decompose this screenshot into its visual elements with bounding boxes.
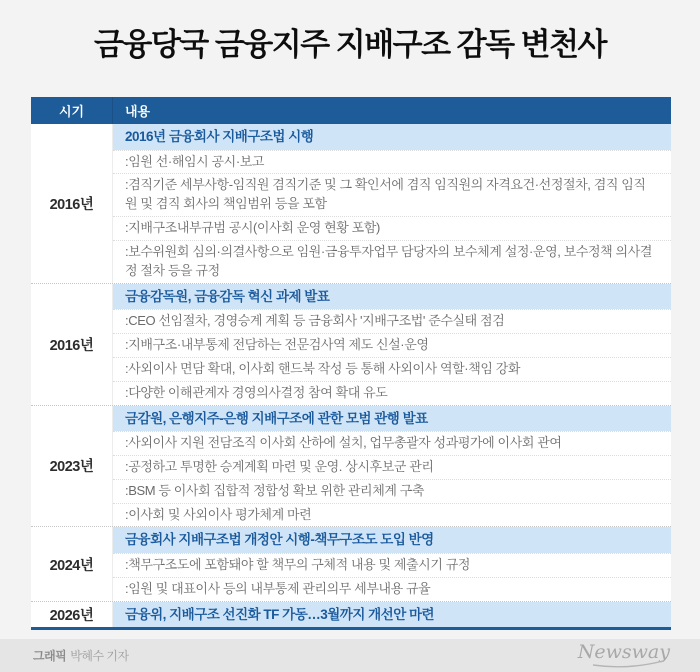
period-label: 2024년 <box>31 527 113 600</box>
section-heading: 2016년 금융회사 지배구조법 시행 <box>113 124 671 150</box>
section-item: :CEO 선임절차, 경영승계 계획 등 금융회사 '지배구조법' 준수실태 점검 <box>113 309 671 333</box>
section-heading: 금감원, 은행지주-은행 지배구조에 관한 모범 관행 발표 <box>113 406 671 432</box>
table-header-row <box>31 97 671 124</box>
section-item: :이사회 및 사외이사 평가체계 마련 <box>113 503 671 527</box>
section-item: :임원 선·해임시 공시·보고 <box>113 150 671 174</box>
credit-name: 박혜수 기자 <box>70 649 129 663</box>
table-section-2026-tf <box>31 601 671 628</box>
section-heading: 금융감독원, 금융감독 혁신 과제 발표 <box>113 284 671 310</box>
column-header-content: 내용 <box>125 104 151 119</box>
period-label: 2016년 <box>31 124 113 283</box>
table-section-2023-best-practice <box>31 405 671 527</box>
section-item: :겸직기준 세부사항-임직원 겸직기준 및 그 확인서에 겸직 임직원의 자격요건·선정절차, 겸직 임직원 및 겸직 회사의 책임범위 등을 포함 <box>113 173 671 216</box>
period-label: 2016년 <box>31 284 113 405</box>
section-item: :공정하고 투명한 승계계획 마련 및 운영. 상시후보군 관리 <box>113 455 671 479</box>
section-content <box>113 284 671 405</box>
section-content <box>113 527 671 600</box>
section-item: :다양한 이해관계자 경영의사결정 참여 확대 유도 <box>113 381 671 405</box>
section-content <box>113 406 671 527</box>
graphic-credit <box>33 647 129 664</box>
section-item: :임원 및 대표이사 등의 내부통제 관리의무 세부내용 규율 <box>113 577 671 601</box>
section-item: :BSM 등 이사회 집합적 정합성 확보 위한 관리체계 구축 <box>113 479 671 503</box>
page-title: 금융당국 금융지주 지배구조 감독 변천사 <box>93 27 607 62</box>
newsway-logo <box>578 643 670 668</box>
section-item: :지배구조내부규범 공시(이사회 운영 현황 포함) <box>113 216 671 240</box>
period-label: 2023년 <box>31 406 113 527</box>
section-item: :사외이사 지원 전담조직 이사회 산하에 설치, 업무총괄자 성과평가에 이사회 관여 <box>113 431 671 455</box>
section-heading: 금융위, 지배구조 선진화 TF 가동…3월까지 개선안 마련 <box>113 602 671 628</box>
table-section-2024-amendment <box>31 526 671 600</box>
newsway-swoosh-icon <box>592 660 664 668</box>
section-item: :지배구조·내부통제 전담하는 전문검사역 제도 신설·운영 <box>113 333 671 357</box>
section-item: :보수위원회 심의·의결사항으로 임원·금융투자업무 담당자의 보수체계 설정·운영, 보수정책 의사결정 절차 등을 규정 <box>113 240 671 283</box>
section-content <box>113 124 671 283</box>
newsway-logo-text: Newsway <box>577 641 670 663</box>
section-item: :책무구조도에 포함돼야 할 책무의 구체적 내용 및 제출시기 규정 <box>113 553 671 577</box>
table-section-2016-governance-act <box>31 124 671 283</box>
column-header-period: 시기 <box>31 97 113 124</box>
credit-label: 그래픽 <box>33 649 67 663</box>
footer-bar <box>0 639 700 672</box>
period-label: 2026년 <box>31 602 113 628</box>
section-content <box>113 602 671 628</box>
governance-history-table <box>31 97 671 630</box>
table-section-2016-fss-innovation <box>31 283 671 405</box>
section-item: :사외이사 면담 확대, 이사회 핸드북 작성 등 통해 사외이사 역할·책임 강화 <box>113 357 671 381</box>
section-heading: 금융회사 지배구조법 개정안 시행-책무구조도 도입 반영 <box>113 527 671 553</box>
